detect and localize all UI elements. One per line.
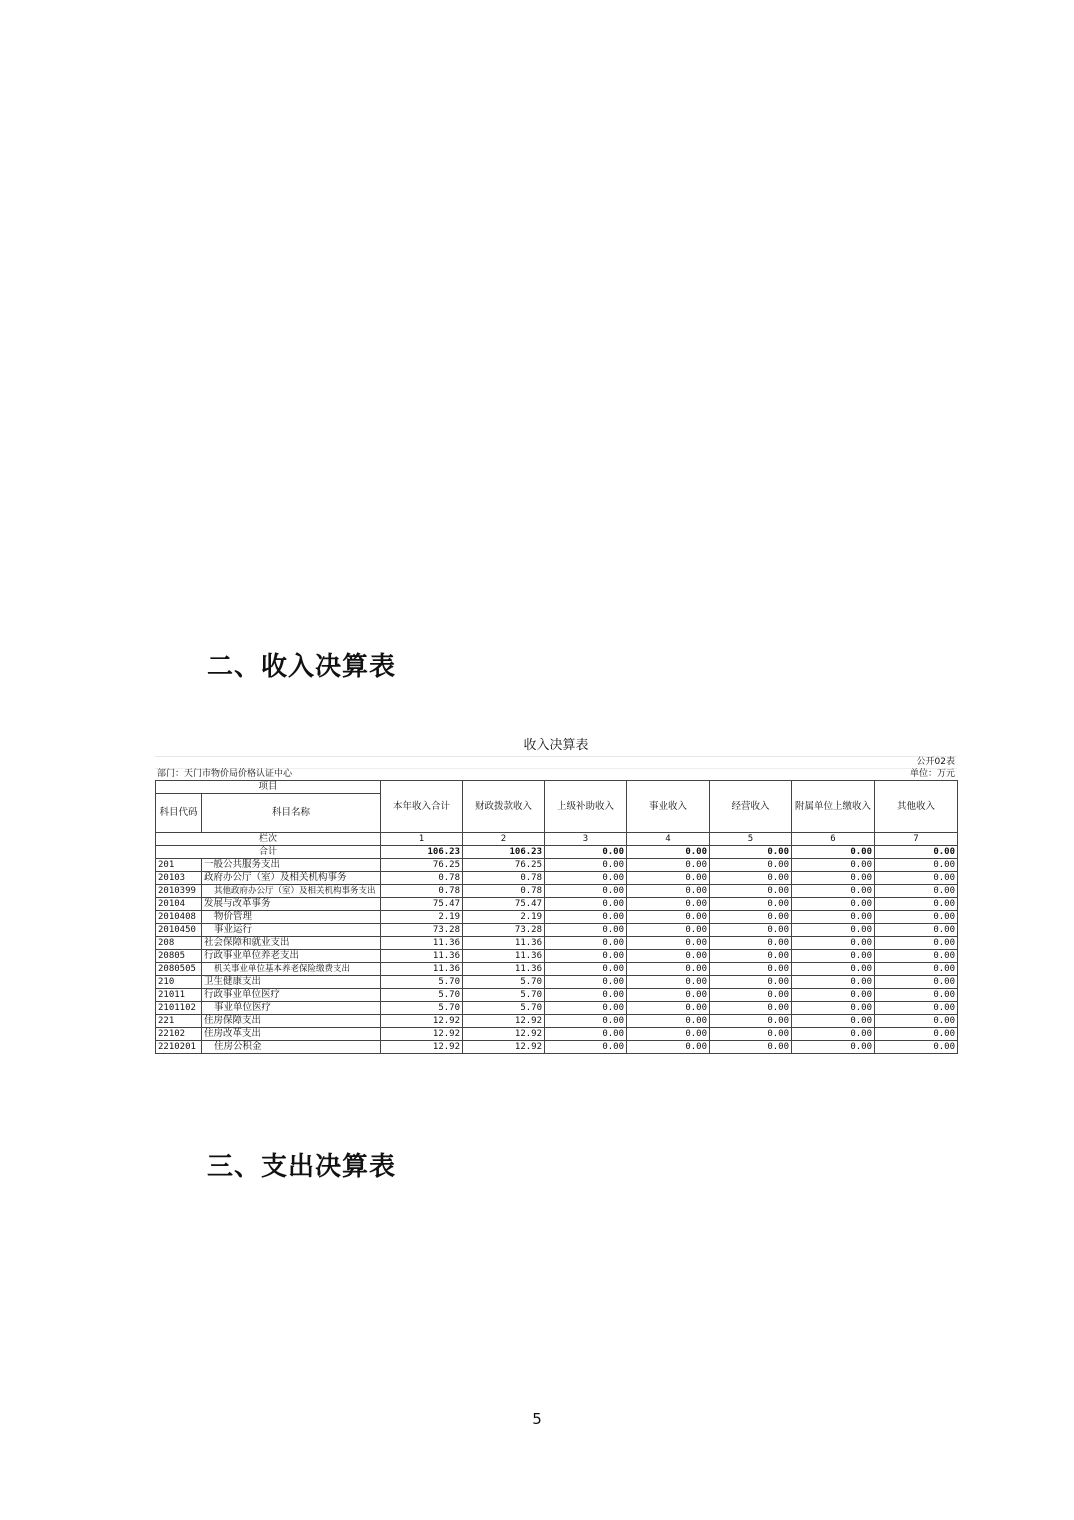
amount-cell: 5.70 <box>463 1002 545 1015</box>
amount-cell: 0.00 <box>792 989 875 1002</box>
amount-cell: 0.00 <box>545 1015 627 1028</box>
amount-cell: 5.70 <box>381 989 463 1002</box>
amount-cell: 0.00 <box>875 963 958 976</box>
amount-cell: 0.00 <box>792 1028 875 1041</box>
amount-cell: 12.92 <box>463 1015 545 1028</box>
amount-cell: 0.00 <box>792 1041 875 1054</box>
amount-cell: 0.00 <box>710 950 792 963</box>
amount-cell: 5.70 <box>381 1002 463 1015</box>
subject-name: 住房保障支出 <box>202 1015 381 1028</box>
amount-cell: 0.00 <box>792 976 875 989</box>
amount-cell: 0.00 <box>875 1015 958 1028</box>
amount-cell: 2.19 <box>463 911 545 924</box>
subject-code: 20104 <box>156 898 202 911</box>
header-code: 科目代码 <box>156 794 202 833</box>
amount-cell: 12.92 <box>463 1041 545 1054</box>
amount-cell: 0.00 <box>545 911 627 924</box>
section-heading-expenditure: 三、支出决算表 <box>207 1152 397 1182</box>
table-row <box>156 1041 958 1054</box>
amount-cell: 76.25 <box>463 859 545 872</box>
amount-cell: 0.00 <box>875 911 958 924</box>
amount-cell: 11.36 <box>381 950 463 963</box>
unit-label: 单位：万元 <box>909 769 955 779</box>
amount-cell: 0.00 <box>627 911 710 924</box>
total-row <box>156 846 958 859</box>
table-row <box>156 950 958 963</box>
amount-cell: 75.47 <box>381 898 463 911</box>
header-col-5: 经营收入 <box>710 781 792 833</box>
header-name: 科目名称 <box>202 794 381 833</box>
subject-name: 行政事业单位养老支出 <box>202 950 381 963</box>
colnum-cell: 1 <box>381 833 463 846</box>
header-col-2: 财政拨款收入 <box>463 781 545 833</box>
subject-code: 21011 <box>156 989 202 1002</box>
colnum-cell: 7 <box>875 833 958 846</box>
amount-cell: 0.00 <box>545 950 627 963</box>
department-row <box>155 769 957 780</box>
header-item: 项目 <box>156 781 381 794</box>
colnum-cell: 4 <box>627 833 710 846</box>
form-code-row <box>155 757 957 769</box>
amount-cell: 0.00 <box>875 859 958 872</box>
amount-cell: 73.28 <box>381 924 463 937</box>
subject-code: 221 <box>156 1015 202 1028</box>
amount-cell: 0.00 <box>792 859 875 872</box>
colnum-cell: 6 <box>792 833 875 846</box>
amount-cell: 11.36 <box>463 937 545 950</box>
amount-cell: 2.19 <box>381 911 463 924</box>
total-cell: 0.00 <box>545 846 627 859</box>
amount-cell: 0.00 <box>875 989 958 1002</box>
amount-cell: 5.70 <box>463 976 545 989</box>
subject-code: 20103 <box>156 872 202 885</box>
header-col-3: 上级补助收入 <box>545 781 627 833</box>
table-row <box>156 911 958 924</box>
amount-cell: 0.00 <box>545 898 627 911</box>
subject-name: 发展与改革事务 <box>202 898 381 911</box>
subject-name: 事业运行 <box>202 924 381 937</box>
amount-cell: 0.00 <box>792 911 875 924</box>
amount-cell: 12.92 <box>381 1041 463 1054</box>
amount-cell: 0.00 <box>875 898 958 911</box>
amount-cell: 0.00 <box>710 1015 792 1028</box>
amount-cell: 12.92 <box>381 1015 463 1028</box>
amount-cell: 0.00 <box>792 963 875 976</box>
amount-cell: 0.00 <box>792 1002 875 1015</box>
amount-cell: 0.00 <box>875 1028 958 1041</box>
table-row <box>156 898 958 911</box>
amount-cell: 0.00 <box>875 937 958 950</box>
colnum-cell: 5 <box>710 833 792 846</box>
colnum-label: 栏次 <box>156 833 381 846</box>
amount-cell: 0.00 <box>792 924 875 937</box>
total-cell: 0.00 <box>710 846 792 859</box>
amount-cell: 0.00 <box>710 911 792 924</box>
subject-code: 210 <box>156 976 202 989</box>
amount-cell: 11.36 <box>381 963 463 976</box>
table-row <box>156 924 958 937</box>
amount-cell: 76.25 <box>381 859 463 872</box>
amount-cell: 0.00 <box>710 885 792 898</box>
amount-cell: 0.00 <box>545 963 627 976</box>
amount-cell: 12.92 <box>463 1028 545 1041</box>
table-row <box>156 872 958 885</box>
subject-code: 201 <box>156 859 202 872</box>
header-col-4: 事业收入 <box>627 781 710 833</box>
table-row <box>156 963 958 976</box>
subject-name: 政府办公厅（室）及相关机构事务 <box>202 872 381 885</box>
amount-cell: 0.00 <box>545 872 627 885</box>
amount-cell: 0.00 <box>545 924 627 937</box>
amount-cell: 0.00 <box>792 950 875 963</box>
amount-cell: 0.00 <box>627 859 710 872</box>
amount-cell: 12.92 <box>381 1028 463 1041</box>
subject-name: 机关事业单位基本养老保险缴费支出 <box>202 963 381 976</box>
table-row <box>156 1002 958 1015</box>
header-col-1: 本年收入合计 <box>381 781 463 833</box>
subject-name: 卫生健康支出 <box>202 976 381 989</box>
subject-name: 其他政府办公厅（室）及相关机构事务支出 <box>202 885 381 898</box>
amount-cell: 0.00 <box>545 1041 627 1054</box>
subject-code: 2010408 <box>156 911 202 924</box>
amount-cell: 11.36 <box>463 950 545 963</box>
amount-cell: 0.00 <box>545 885 627 898</box>
table-row <box>156 937 958 950</box>
amount-cell: 0.00 <box>792 898 875 911</box>
amount-cell: 0.00 <box>792 872 875 885</box>
amount-cell: 0.00 <box>545 937 627 950</box>
amount-cell: 0.00 <box>627 872 710 885</box>
department-label: 部门：天门市物价局价格认证中心 <box>157 769 293 779</box>
total-cell: 106.23 <box>463 846 545 859</box>
header-col-6: 附属单位上缴收入 <box>792 781 875 833</box>
amount-cell: 0.00 <box>875 950 958 963</box>
amount-cell: 0.00 <box>710 937 792 950</box>
total-cell: 0.00 <box>792 846 875 859</box>
amount-cell: 0.00 <box>627 963 710 976</box>
amount-cell: 0.00 <box>627 1002 710 1015</box>
total-label: 合计 <box>156 846 381 859</box>
amount-cell: 0.00 <box>875 872 958 885</box>
amount-cell: 0.00 <box>545 976 627 989</box>
table-row <box>156 976 958 989</box>
table-row <box>156 859 958 872</box>
amount-cell: 75.47 <box>463 898 545 911</box>
amount-cell: 0.00 <box>545 1028 627 1041</box>
amount-cell: 0.00 <box>627 885 710 898</box>
amount-cell: 0.00 <box>710 872 792 885</box>
amount-cell: 0.00 <box>710 989 792 1002</box>
amount-cell: 0.00 <box>792 885 875 898</box>
total-cell: 0.00 <box>627 846 710 859</box>
amount-cell: 11.36 <box>381 937 463 950</box>
amount-cell: 0.00 <box>627 898 710 911</box>
amount-cell: 0.00 <box>627 924 710 937</box>
amount-cell: 0.00 <box>875 976 958 989</box>
amount-cell: 0.00 <box>710 963 792 976</box>
amount-cell: 0.78 <box>463 885 545 898</box>
amount-cell: 0.00 <box>710 898 792 911</box>
amount-cell: 0.00 <box>710 859 792 872</box>
amount-cell: 5.70 <box>463 989 545 1002</box>
subject-code: 2010450 <box>156 924 202 937</box>
subject-name: 社会保障和就业支出 <box>202 937 381 950</box>
amount-cell: 0.00 <box>627 989 710 1002</box>
income-table <box>155 780 958 1054</box>
amount-cell: 0.00 <box>875 1041 958 1054</box>
amount-cell: 0.00 <box>545 1002 627 1015</box>
header-col-7: 其他收入 <box>875 781 958 833</box>
amount-cell: 0.78 <box>463 872 545 885</box>
amount-cell: 0.00 <box>710 1028 792 1041</box>
amount-cell: 5.70 <box>381 976 463 989</box>
amount-cell: 73.28 <box>463 924 545 937</box>
subject-name: 物价管理 <box>202 911 381 924</box>
subject-name: 行政事业单位医疗 <box>202 989 381 1002</box>
total-cell: 0.00 <box>875 846 958 859</box>
amount-cell: 11.36 <box>463 963 545 976</box>
table-row <box>156 1028 958 1041</box>
amount-cell: 0.00 <box>875 924 958 937</box>
amount-cell: 0.00 <box>627 1028 710 1041</box>
amount-cell: 0.00 <box>875 1002 958 1015</box>
subject-name: 一般公共服务支出 <box>202 859 381 872</box>
subject-name: 住房改革支出 <box>202 1028 381 1041</box>
subject-name: 住房公积金 <box>202 1041 381 1054</box>
colnum-cell: 3 <box>545 833 627 846</box>
amount-cell: 0.00 <box>627 976 710 989</box>
form-code: 公开02表 <box>916 757 955 767</box>
subject-code: 2010399 <box>156 885 202 898</box>
subject-code: 208 <box>156 937 202 950</box>
subject-code: 20805 <box>156 950 202 963</box>
amount-cell: 0.78 <box>381 872 463 885</box>
amount-cell: 0.00 <box>545 989 627 1002</box>
amount-cell: 0.00 <box>627 1015 710 1028</box>
page-number: 5 <box>532 1410 542 1428</box>
subject-code: 2101102 <box>156 1002 202 1015</box>
income-statement-sheet <box>155 736 957 1054</box>
amount-cell: 0.00 <box>545 859 627 872</box>
amount-cell: 0.00 <box>792 937 875 950</box>
subject-code: 2210201 <box>156 1041 202 1054</box>
colnum-row <box>156 833 958 846</box>
subject-code: 2080505 <box>156 963 202 976</box>
amount-cell: 0.00 <box>710 976 792 989</box>
amount-cell: 0.00 <box>792 1015 875 1028</box>
amount-cell: 0.00 <box>710 1041 792 1054</box>
sheet-title: 收入决算表 <box>155 736 957 757</box>
amount-cell: 0.00 <box>875 885 958 898</box>
subject-name: 事业单位医疗 <box>202 1002 381 1015</box>
colnum-cell: 2 <box>463 833 545 846</box>
table-row <box>156 1015 958 1028</box>
amount-cell: 0.00 <box>710 1002 792 1015</box>
amount-cell: 0.00 <box>710 924 792 937</box>
table-row <box>156 989 958 1002</box>
amount-cell: 0.00 <box>627 1041 710 1054</box>
amount-cell: 0.00 <box>627 950 710 963</box>
table-row <box>156 885 958 898</box>
amount-cell: 0.00 <box>627 937 710 950</box>
subject-code: 22102 <box>156 1028 202 1041</box>
amount-cell: 0.78 <box>381 885 463 898</box>
section-heading-income: 二、收入决算表 <box>207 652 397 682</box>
total-cell: 106.23 <box>381 846 463 859</box>
